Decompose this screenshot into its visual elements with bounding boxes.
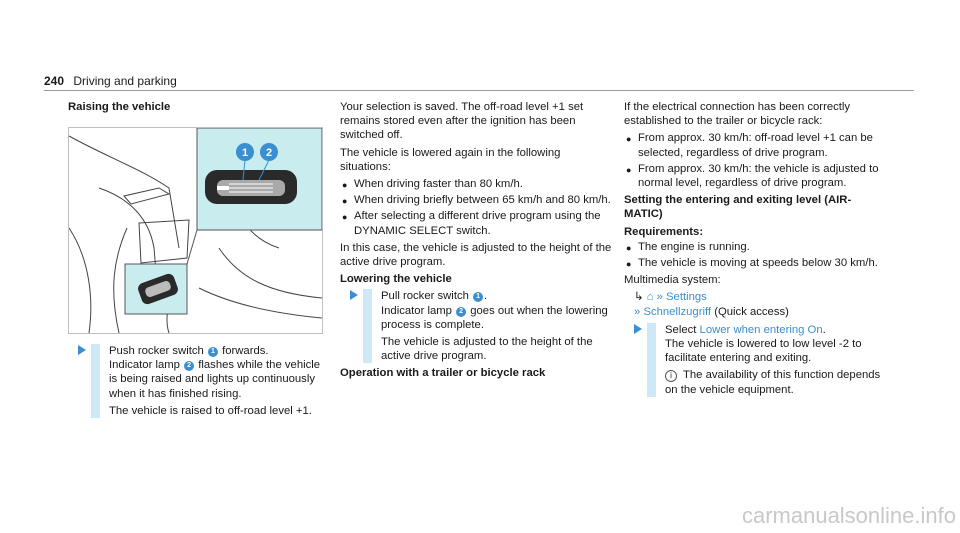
lower-when-entering-option: Lower when entering On <box>699 323 823 336</box>
raising-steps <box>91 344 331 421</box>
chevron-right-icon: » <box>634 305 641 318</box>
section-title: Driving and parking <box>73 74 177 88</box>
callout-1-icon: 1 <box>208 347 218 357</box>
callout-2: 2 <box>265 147 273 159</box>
callout-2-icon: 2 <box>184 361 194 371</box>
select-step: Select Lower when entering On. The vehicle is lowered to low level -2 to facilitate entering and exiting. <box>665 323 862 365</box>
callout-2-icon: 2 <box>456 307 466 317</box>
trailer-list <box>624 131 886 190</box>
step-arrow-icon <box>350 290 358 300</box>
console-drawing <box>69 128 322 333</box>
step-arrow-icon <box>634 324 642 334</box>
nav-settings: Settings <box>666 291 707 304</box>
column-1 <box>68 100 330 117</box>
lowered-intro: The vehicle is lowered again in the following situations: <box>340 146 561 173</box>
electrical-connection: If the electrical connection has been correctly established to the trailer or bicycle rack: <box>624 101 851 128</box>
info-icon: i <box>665 370 677 382</box>
list-item: ● After selecting a different drive program using the DYNAMIC SELECT switch. <box>342 210 601 237</box>
watermark: carmanualsonline.info <box>741 503 956 528</box>
push-step: Push rocker switch 1 forwards. Indicator lamp 2 flashes while the vehicle is being raised and lights up continuously when it has finished rising. <box>109 345 321 400</box>
list-item: ● The engine is running. <box>626 240 750 253</box>
callout-1: 1 <box>241 147 249 159</box>
list-item: ● The vehicle is moving at speeds below 30 km/h. <box>626 257 878 270</box>
chevron-right-icon: » <box>656 291 663 304</box>
in-this-case: In this case, the vehicle is adjusted to the height of the active drive program. <box>340 241 612 269</box>
list-item: ● From approx. 30 km/h: off-road level +1 can be selected, regardless of drive program. <box>626 132 873 159</box>
page-number: 240 <box>44 74 65 88</box>
select-steps <box>647 323 886 397</box>
requirements-heading: Requirements: <box>624 225 704 238</box>
nav-quick-access-paren: (Quick access) <box>714 305 789 318</box>
list-item: ● When driving briefly between 65 km/h and 80 km/h. <box>342 194 611 207</box>
availability-note: i The availability of this function depends on the vehicle equipment. <box>665 369 881 396</box>
nav-quick-access: Schnellzugriff <box>643 305 712 318</box>
callout-1-icon: 1 <box>473 292 483 302</box>
selection-saved: Your selection is saved. The off-road level +1 set remains stored even after the ignition has been switched off. <box>340 101 584 142</box>
lower-result: The vehicle is adjusted to the height of the active drive program. <box>381 336 593 363</box>
switch-illustration <box>68 127 323 334</box>
column-3 <box>624 100 886 400</box>
heading-raising: Raising the vehicle <box>68 101 171 113</box>
list-item: ● When driving faster than 80 km/h. <box>342 178 523 191</box>
home-icon: ⌂ <box>646 291 654 304</box>
lowering-steps <box>363 289 612 363</box>
lowered-list <box>340 177 612 238</box>
header-rule <box>44 90 914 91</box>
raise-result: The vehicle is raised to off-road level +1. <box>109 404 312 417</box>
return-arrow-icon: ↳ <box>634 291 644 304</box>
column-2 <box>340 100 612 384</box>
step-arrow-icon <box>78 345 86 355</box>
heading-lowering: Lowering the vehicle <box>340 273 452 286</box>
heading-entering-level: Setting the entering and exiting level (AIR-MATIC) <box>624 194 852 221</box>
page-header <box>44 74 177 88</box>
multimedia-label: Multimedia system: <box>624 274 721 287</box>
list-item: ● From approx. 30 km/h: the vehicle is adjusted to normal level, regardless of drive program. <box>626 162 879 190</box>
pull-step: Pull rocker switch 1 . Indicator lamp 2 goes out when the lowering process is complete. <box>381 290 608 331</box>
heading-trailer: Operation with a trailer or bicycle rack <box>340 367 546 380</box>
nav-path <box>624 290 886 318</box>
requirements-list <box>624 240 886 270</box>
